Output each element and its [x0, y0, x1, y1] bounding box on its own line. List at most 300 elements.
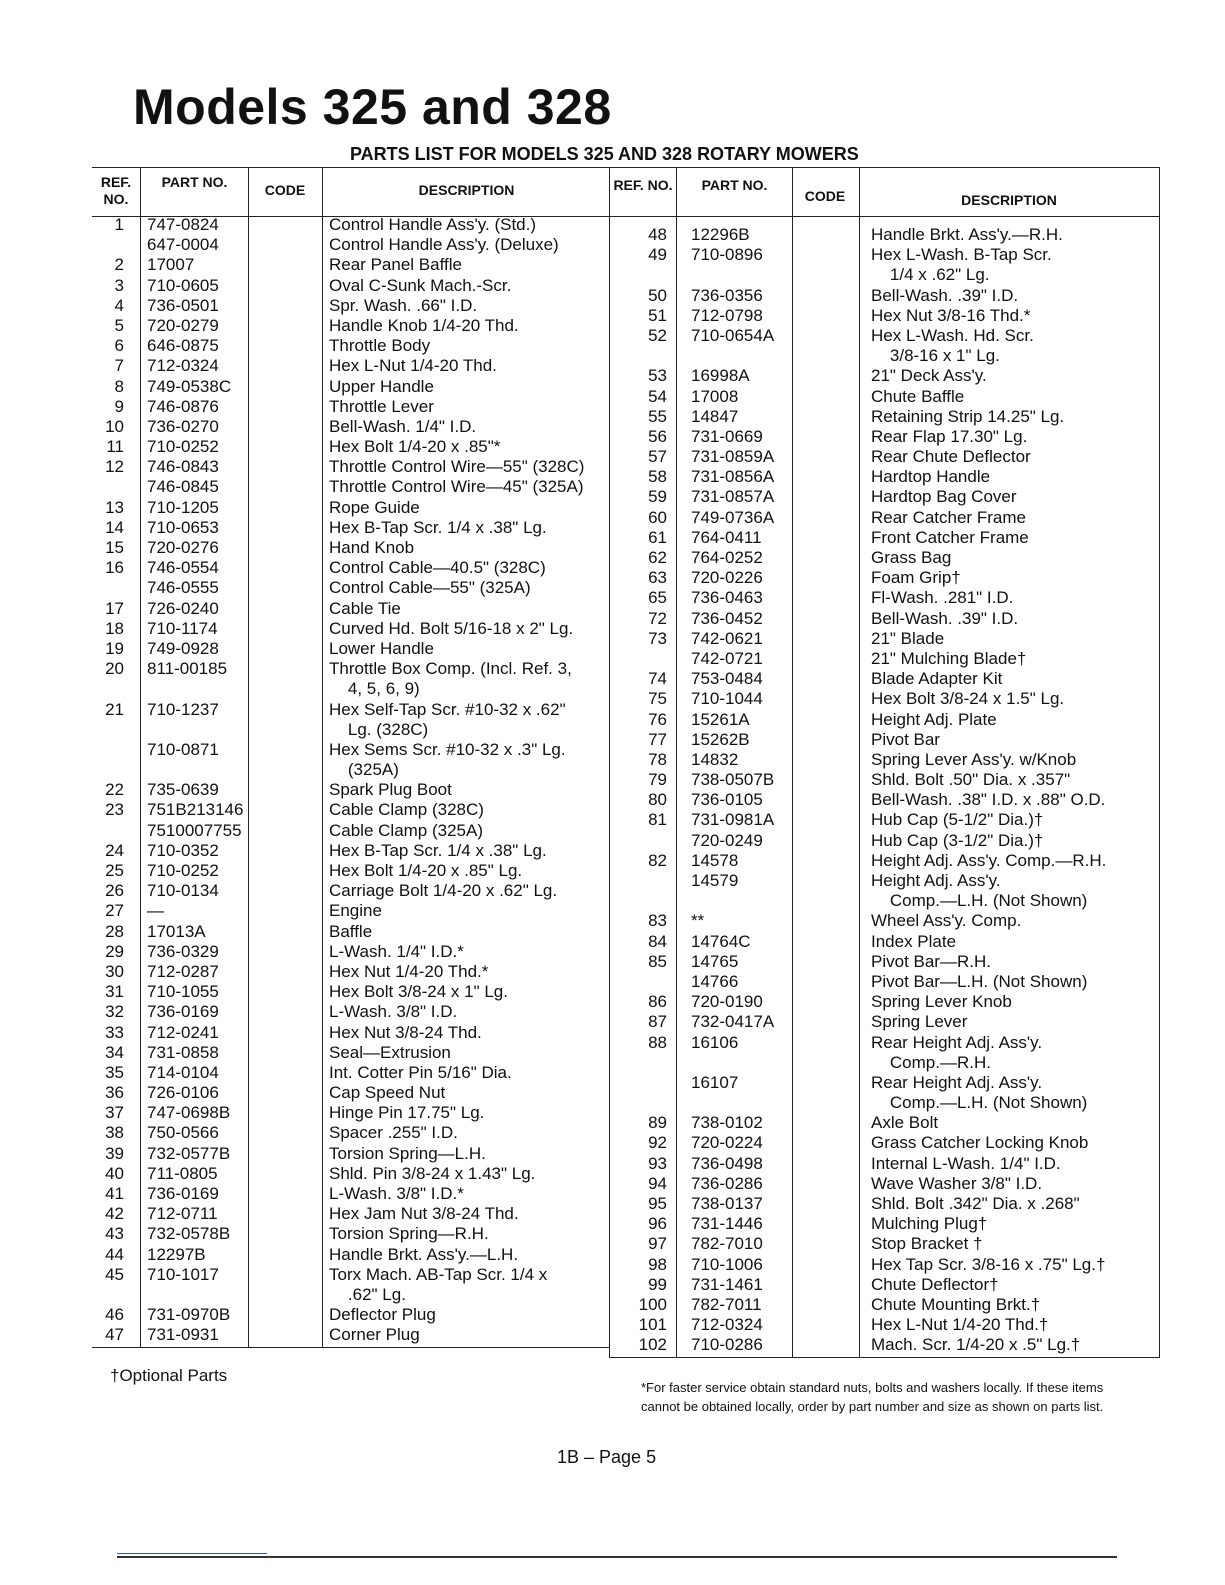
- ref-cell: 87: [648, 1012, 667, 1032]
- parts-table-right: [609, 167, 1160, 1358]
- description-cell: 1/4 x .62" Lg.: [871, 265, 990, 285]
- table-row: [609, 649, 1159, 669]
- part-cell: 710-0352: [147, 840, 219, 860]
- ref-cell: 60: [648, 507, 667, 527]
- description-cell: Fl-Wash. .281" I.D.: [871, 588, 1014, 608]
- ref-cell: 21: [105, 699, 124, 719]
- part-cell: 749-0928: [147, 638, 219, 658]
- table-row: [92, 316, 609, 336]
- description-cell: Engine: [329, 901, 382, 921]
- table-row: [609, 508, 1159, 528]
- part-cell: 751B213146: [147, 800, 244, 820]
- ref-cell: 28: [105, 921, 124, 941]
- table-row: [609, 1295, 1159, 1315]
- table-row: [92, 861, 609, 881]
- table-row: [609, 447, 1159, 467]
- table-row: [92, 538, 609, 558]
- part-cell: 14847: [691, 406, 739, 426]
- description-cell: Rear Chute Deflector: [871, 447, 1031, 467]
- description-cell: Carriage Bolt 1/4-20 x .62" Lg.: [329, 881, 558, 901]
- description-cell: Height Adj. Ass'y.: [871, 871, 1001, 890]
- table-row: [92, 296, 609, 316]
- table-row: [609, 265, 1159, 285]
- table-row: [92, 417, 609, 437]
- table-row: [92, 1305, 609, 1325]
- part-cell: 750-0566: [147, 1123, 219, 1143]
- table-row: [609, 245, 1159, 265]
- part-cell: 764-0252: [691, 548, 763, 567]
- part-cell: 736-0452: [691, 608, 763, 628]
- description-cell: Throttle Lever: [329, 396, 434, 416]
- table-row: [92, 1224, 609, 1244]
- table-row: [609, 1133, 1159, 1153]
- ref-cell: 48: [648, 225, 667, 244]
- part-cell: 746-0843: [147, 457, 219, 477]
- part-cell: **: [691, 911, 705, 931]
- description-cell: Chute Mounting Brkt.†: [871, 1294, 1041, 1314]
- bottom-rule: [117, 1556, 1117, 1558]
- description-cell: Rear Height Adj. Ass'y.: [871, 1032, 1043, 1052]
- ref-cell: 6: [114, 336, 124, 356]
- part-cell: 17008: [691, 386, 739, 406]
- table-row: [609, 1053, 1159, 1073]
- table-row: [92, 619, 609, 639]
- ref-cell: 4: [114, 295, 124, 315]
- ref-cell: 83: [648, 911, 667, 931]
- part-cell: 710-0896: [691, 245, 763, 265]
- ref-cell: 35: [105, 1062, 124, 1082]
- table-row: [92, 639, 609, 659]
- table-row: [92, 1265, 609, 1285]
- bottom-rule-accent: [117, 1553, 267, 1554]
- ref-cell: 9: [114, 396, 124, 416]
- part-cell: 746-0845: [147, 477, 219, 497]
- part-cell: 712-0324: [147, 356, 219, 376]
- description-cell: Comp.—R.H.: [871, 1052, 991, 1072]
- ref-cell: 101: [638, 1315, 667, 1335]
- part-cell: 731-0669: [691, 426, 763, 446]
- description-cell: Hex B-Tap Scr. 1/4 x .38" Lg.: [329, 840, 547, 860]
- table-row: [92, 558, 609, 578]
- description-cell: 4, 5, 6, 9): [329, 679, 420, 699]
- ref-cell: 33: [105, 1022, 124, 1042]
- description-cell: Rear Flap 17.30" Lg.: [871, 426, 1028, 446]
- description-cell: Front Catcher Frame: [871, 527, 1029, 547]
- part-cell: 14579: [691, 871, 739, 890]
- table-row: [609, 730, 1159, 750]
- part-cell: 710-0134: [147, 881, 219, 901]
- part-cell: 764-0411: [691, 527, 762, 547]
- part-cell: 746-0876: [147, 396, 219, 416]
- table-row: [92, 881, 609, 901]
- table-row: [609, 326, 1159, 346]
- description-cell: L-Wash. 3/8" I.D.: [329, 1002, 458, 1022]
- description-cell: Spacer .255" I.D.: [329, 1123, 458, 1143]
- description-cell: Spring Lever Ass'y. w/Knob: [871, 749, 1077, 769]
- description-cell: Retaining Strip 14.25" Lg.: [871, 406, 1065, 426]
- description-cell: Hardtop Bag Cover: [871, 487, 1017, 507]
- ref-cell: 25: [105, 861, 124, 880]
- description-cell: Cable Clamp (325A): [329, 820, 484, 840]
- table-row: [609, 225, 1159, 245]
- description-cell: Throttle Body: [329, 336, 431, 356]
- table-row: [609, 1275, 1159, 1295]
- part-cell: 731-0857A: [691, 487, 775, 507]
- ref-cell: 50: [648, 285, 667, 305]
- part-cell: 710-0252: [147, 861, 219, 880]
- ref-cell: 102: [638, 1335, 667, 1355]
- part-cell: 736-0105: [691, 790, 763, 810]
- part-cell: 12296B: [691, 225, 750, 244]
- ref-cell: 78: [648, 749, 667, 769]
- table-row: [609, 891, 1159, 911]
- part-cell: 746-0555: [147, 578, 219, 598]
- description-cell: Hand Knob: [329, 538, 415, 557]
- ref-cell: 32: [105, 1002, 124, 1022]
- ref-cell: 11: [106, 437, 124, 457]
- description-cell: Control Cable—40.5" (328C): [329, 558, 546, 578]
- description-cell: Hex Bolt 1/4-20 x .85" Lg.: [329, 861, 523, 880]
- description-cell: Hex Nut 1/4-20 Thd.*: [329, 961, 489, 981]
- ref-cell: 72: [648, 608, 667, 628]
- table-row: [92, 255, 609, 275]
- table-row: [92, 982, 609, 1002]
- description-cell: Throttle Box Comp. (Incl. Ref. 3,: [329, 659, 572, 679]
- part-cell: 742-0621: [691, 628, 763, 648]
- description-cell: Comp.—L.H. (Not Shown): [871, 1093, 1088, 1113]
- table-row: [609, 548, 1159, 568]
- part-cell: 738-0507B: [691, 770, 775, 790]
- part-cell: 738-0102: [691, 1113, 763, 1133]
- table-row: [92, 235, 609, 255]
- description-cell: Hub Cap (3-1/2" Dia.)†: [871, 830, 1044, 850]
- ref-cell: 92: [648, 1133, 667, 1153]
- ref-cell: 77: [648, 729, 667, 749]
- part-cell: 14766: [691, 971, 739, 991]
- description-cell: Height Adj. Ass'y. Comp.—R.H.: [871, 850, 1107, 870]
- table-row: [609, 1214, 1159, 1234]
- table-row: [92, 1325, 609, 1345]
- ref-cell: 96: [648, 1214, 667, 1234]
- description-cell: Mach. Scr. 1/4-20 x .5" Lg.†: [871, 1335, 1081, 1355]
- ref-cell: 13: [105, 497, 124, 517]
- ref-cell: 80: [648, 790, 667, 810]
- part-cell: 16998A: [691, 366, 750, 386]
- table-row: [609, 1174, 1159, 1194]
- ref-cell: 75: [648, 689, 667, 709]
- part-cell: 647-0004: [147, 235, 219, 255]
- header-ref: REF. NO.: [613, 177, 673, 193]
- ref-cell: 53: [648, 366, 667, 386]
- table-row: [609, 750, 1159, 770]
- table-row: [609, 1113, 1159, 1133]
- part-cell: 7510007755: [147, 820, 242, 840]
- ref-cell: 15: [105, 538, 124, 557]
- description-cell: Rope Guide: [329, 497, 420, 517]
- ref-cell: 95: [648, 1194, 667, 1213]
- ref-cell: 55: [648, 406, 667, 426]
- part-cell: 742-0721: [691, 648, 763, 668]
- ref-cell: 31: [105, 982, 124, 1002]
- ref-cell: 8: [114, 376, 124, 396]
- description-cell: Seal—Extrusion: [329, 1042, 451, 1062]
- ref-cell: 45: [105, 1264, 124, 1284]
- ref-cell: 85: [648, 951, 667, 971]
- description-cell: Comp.—L.H. (Not Shown): [871, 891, 1088, 911]
- ref-cell: 1: [114, 215, 124, 234]
- ref-cell: 36: [105, 1083, 124, 1103]
- part-cell: 710-0871: [147, 739, 219, 759]
- table-row: [92, 578, 609, 598]
- description-cell: Index Plate: [871, 931, 957, 951]
- table-row: [92, 841, 609, 861]
- part-cell: 712-0711: [147, 1204, 218, 1224]
- table-body-left: [92, 215, 609, 1346]
- description-cell: Rear Panel Baffle: [329, 255, 462, 275]
- ref-cell: 76: [648, 709, 667, 729]
- ref-cell: 62: [648, 548, 667, 567]
- description-cell: L-Wash. 1/4" I.D.*: [329, 941, 464, 961]
- table-row: [92, 1285, 609, 1305]
- part-cell: 14764C: [691, 931, 751, 951]
- part-cell: 710-1205: [147, 497, 219, 517]
- part-cell: 736-0270: [147, 416, 219, 436]
- part-cell: 811-00185: [147, 659, 228, 679]
- part-cell: 738-0137: [691, 1194, 763, 1213]
- description-cell: Corner Plug: [329, 1325, 420, 1345]
- part-cell: 720-0190: [691, 992, 763, 1012]
- part-cell: 16107: [691, 1072, 739, 1092]
- ref-cell: 41: [105, 1184, 124, 1203]
- part-cell: 710-1237: [147, 699, 219, 719]
- header-part: PART NO.: [161, 174, 228, 190]
- ref-cell: 18: [105, 618, 124, 638]
- part-cell: 736-0463: [691, 588, 763, 608]
- table-row: [92, 740, 609, 760]
- table-row: [609, 346, 1159, 366]
- table-row: [609, 1012, 1159, 1032]
- ref-cell: 89: [648, 1113, 667, 1133]
- description-cell: Handle Brkt. Ass'y.—R.H.: [871, 225, 1063, 244]
- table-row: [92, 599, 609, 619]
- description-cell: Torsion Spring—R.H.: [329, 1224, 489, 1244]
- description-cell: Bell-Wash. 1/4" I.D.: [329, 416, 477, 436]
- part-cell: —: [147, 901, 164, 921]
- ref-cell: 54: [648, 386, 667, 406]
- part-cell: 710-0654A: [691, 325, 775, 345]
- ref-cell: 93: [648, 1153, 667, 1173]
- ref-cell: 38: [105, 1123, 124, 1143]
- ref-cell: 10: [105, 416, 124, 436]
- description-cell: Bell-Wash. .39" I.D.: [871, 285, 1019, 305]
- description-cell: Hex Sems Scr. #10-32 x .3" Lg.: [329, 739, 566, 759]
- ref-cell: 16: [105, 558, 124, 578]
- ref-cell: 84: [648, 931, 667, 951]
- table-row: [92, 922, 609, 942]
- ref-cell: 86: [648, 992, 667, 1012]
- table-row: [609, 1315, 1159, 1335]
- table-row: [92, 1144, 609, 1164]
- table-row: [92, 962, 609, 982]
- header-code: CODE: [264, 182, 306, 198]
- part-cell: 710-0605: [147, 275, 219, 295]
- part-cell: 710-0252: [147, 437, 219, 457]
- description-cell: Hardtop Handle: [871, 467, 991, 487]
- table-row: [92, 1002, 609, 1022]
- ref-cell: 59: [648, 487, 667, 507]
- table-row: [92, 457, 609, 477]
- part-cell: 731-1446: [691, 1214, 763, 1234]
- ref-cell: 81: [648, 810, 667, 830]
- description-cell: Int. Cotter Pin 5/16" Dia.: [329, 1062, 512, 1082]
- table-row: [609, 871, 1159, 891]
- description-cell: Pivot Bar—L.H. (Not Shown): [871, 971, 1088, 991]
- ref-cell: 99: [648, 1274, 667, 1294]
- table-row: [609, 467, 1159, 487]
- table-row: [609, 1335, 1159, 1355]
- description-cell: Cable Tie: [329, 598, 401, 618]
- ref-cell: 23: [105, 800, 124, 820]
- ref-cell: 94: [648, 1173, 667, 1193]
- table-row: [609, 972, 1159, 992]
- part-cell: 735-0639: [147, 780, 219, 800]
- part-cell: 710-0653: [147, 517, 219, 537]
- table-row: [609, 306, 1159, 326]
- parts-table-left: [92, 167, 609, 1348]
- ref-cell: 7: [114, 356, 124, 376]
- table-row: [92, 276, 609, 296]
- header-description: DESCRIPTION: [418, 182, 515, 198]
- table-row: [92, 800, 609, 820]
- table-row: [92, 437, 609, 457]
- table-row: [92, 700, 609, 720]
- table-row: [92, 336, 609, 356]
- description-cell: .62" Lg.: [329, 1284, 406, 1304]
- part-cell: 720-0224: [691, 1133, 763, 1153]
- table-row: [92, 821, 609, 841]
- part-cell: 731-0970B: [147, 1305, 231, 1325]
- ref-cell: 49: [648, 245, 667, 265]
- description-cell: Hex B-Tap Scr. 1/4 x .38" Lg.: [329, 517, 547, 537]
- description-cell: Hex Bolt 3/8-24 x 1" Lg.: [329, 982, 508, 1002]
- table-row: [609, 831, 1159, 851]
- ref-cell: 14: [105, 517, 124, 537]
- description-cell: Internal L-Wash. 1/4" I.D.: [871, 1153, 1061, 1173]
- part-cell: 736-0286: [691, 1173, 763, 1193]
- description-cell: Hex Self-Tap Scr. #10-32 x .62": [329, 699, 566, 719]
- description-cell: Hex Tap Scr. 3/8-16 x .75" Lg.†: [871, 1254, 1106, 1274]
- description-cell: Wheel Ass'y. Comp.: [871, 911, 1022, 931]
- table-row: [92, 1103, 609, 1123]
- ref-cell: 57: [648, 447, 667, 467]
- table-row: [609, 568, 1159, 588]
- table-row: [609, 609, 1159, 629]
- table-row: [609, 387, 1159, 407]
- table-row: [92, 498, 609, 518]
- ref-cell: 22: [105, 780, 124, 800]
- table-row: [609, 992, 1159, 1012]
- part-cell: 731-1461: [691, 1274, 763, 1294]
- part-cell: 17007: [147, 255, 195, 275]
- part-cell: 710-1044: [691, 689, 763, 709]
- description-cell: Hex L-Wash. Hd. Scr.: [871, 325, 1034, 345]
- part-cell: 732-0578B: [147, 1224, 231, 1244]
- part-cell: 720-0226: [691, 568, 763, 588]
- ref-cell: 34: [105, 1042, 124, 1062]
- part-cell: 736-0329: [147, 941, 219, 961]
- part-cell: 749-0736A: [691, 507, 775, 527]
- ref-cell: 56: [648, 426, 667, 446]
- table-row: [609, 1033, 1159, 1053]
- part-cell: 731-0856A: [691, 467, 775, 487]
- part-cell: 720-0279: [147, 315, 219, 335]
- table-row: [609, 810, 1159, 830]
- description-cell: Rear Catcher Frame: [871, 507, 1026, 527]
- description-cell: Grass Catcher Locking Knob: [871, 1133, 1089, 1153]
- page-title: Models 325 and 328: [133, 79, 612, 135]
- description-cell: Torsion Spring—L.H.: [329, 1143, 486, 1163]
- table-row: [609, 770, 1159, 790]
- part-cell: 720-0276: [147, 538, 219, 557]
- ref-cell: 40: [105, 1163, 124, 1183]
- part-cell: 731-0931: [147, 1325, 219, 1345]
- table-row: [92, 1204, 609, 1224]
- description-cell: Bell-Wash. .38" I.D. x .88" O.D.: [871, 790, 1106, 810]
- ref-cell: 17: [105, 598, 124, 618]
- table-row: [92, 215, 609, 235]
- parts-list-subtitle: PARTS LIST FOR MODELS 325 AND 328 ROTARY MOWERS: [350, 144, 859, 164]
- description-cell: Handle Brkt. Ass'y.—L.H.: [329, 1244, 519, 1264]
- table-row: [609, 487, 1159, 507]
- description-cell: Bell-Wash. .39" I.D.: [871, 608, 1019, 628]
- description-cell: Deflector Plug: [329, 1305, 436, 1325]
- description-cell: Blade Adapter Kit: [871, 669, 1003, 689]
- header-ref: REF. NO.: [100, 174, 132, 207]
- description-cell: (325A): [329, 760, 399, 780]
- description-cell: Hex Bolt 3/8-24 x 1.5" Lg.: [871, 689, 1065, 709]
- description-cell: 3/8-16 x 1" Lg.: [871, 346, 1000, 366]
- ref-cell: 20: [105, 659, 124, 679]
- part-cell: 712-0324: [691, 1315, 763, 1335]
- part-cell: 726-0106: [147, 1083, 219, 1103]
- part-cell: 720-0249: [691, 830, 763, 850]
- description-cell: Hinge Pin 17.75" Lg.: [329, 1103, 485, 1123]
- description-cell: Shld. Bolt .50" Dia. x .357": [871, 770, 1071, 790]
- description-cell: Rear Height Adj. Ass'y.: [871, 1072, 1043, 1092]
- description-cell: Hex Bolt 1/4-20 x .85"*: [329, 437, 501, 457]
- ref-cell: 42: [105, 1204, 124, 1224]
- description-cell: Handle Knob 1/4-20 Thd.: [329, 315, 519, 335]
- description-cell: Control Handle Ass'y. (Std.): [329, 215, 537, 234]
- description-cell: Wave Washer 3/8" I.D.: [871, 1173, 1043, 1193]
- table-row: [92, 901, 609, 921]
- ref-cell: 26: [105, 881, 124, 901]
- description-cell: Hex Nut 3/8-24 Thd.: [329, 1022, 482, 1042]
- part-cell: 747-0824: [147, 215, 219, 234]
- part-cell: 15262B: [691, 729, 750, 749]
- ref-cell: 37: [105, 1103, 124, 1123]
- table-row: [609, 669, 1159, 689]
- part-cell: 731-0859A: [691, 447, 775, 467]
- table-row: [92, 356, 609, 376]
- ref-cell: 47: [105, 1325, 124, 1345]
- table-row: [609, 710, 1159, 730]
- description-cell: Grass Bag: [871, 548, 952, 567]
- part-cell: 14578: [691, 850, 739, 870]
- description-cell: Baffle: [329, 921, 373, 941]
- part-cell: 710-1017: [147, 1264, 219, 1284]
- ref-cell: 27: [105, 901, 124, 921]
